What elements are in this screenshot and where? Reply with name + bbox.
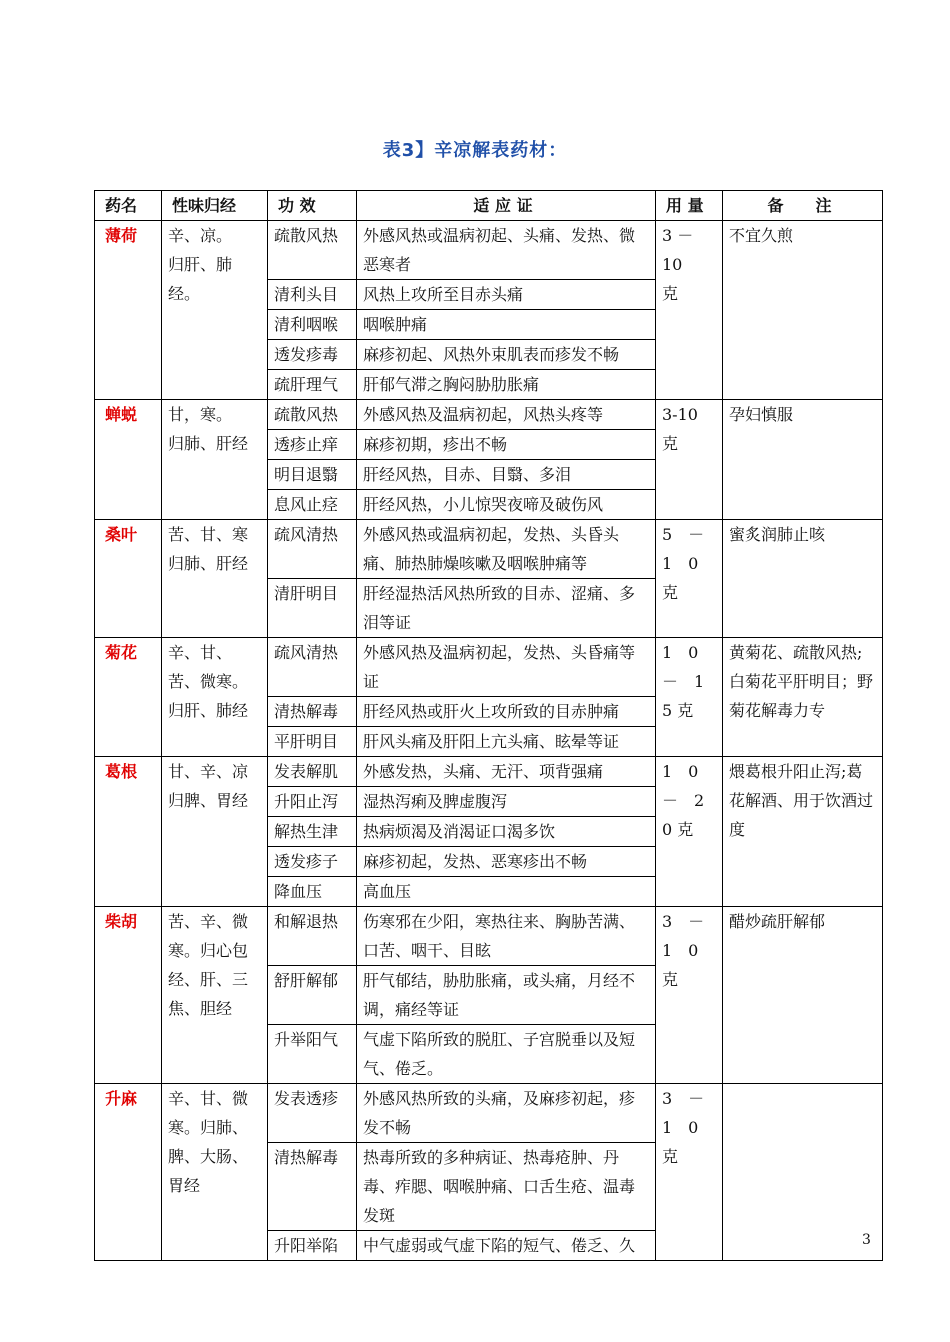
table-row: [95, 907, 883, 966]
herb-indication: 外感风热或温病初起，发热、头昏头痛、肺热肺燥咳嗽及咽喉肿痛等: [357, 520, 656, 579]
herb-name: 菊花: [95, 638, 162, 757]
herb-nature: 苦、甘、寒 归肺、肝经: [162, 520, 268, 638]
herb-note: 孕妇慎服: [723, 400, 883, 520]
herb-effect: 升阳举陷: [268, 1231, 357, 1261]
herb-effect: 升阳止泻: [268, 787, 357, 817]
herb-name: 薄荷: [95, 221, 162, 400]
herb-nature: 辛、凉。 归肝、肺经。: [162, 221, 268, 400]
herb-effect: 和解退热: [268, 907, 357, 966]
herb-dose: 5 － 1 0 克: [656, 520, 723, 638]
herb-indication: 高血压: [357, 877, 656, 907]
herb-effect: 发表透疹: [268, 1084, 357, 1143]
header-name: 药名: [95, 191, 162, 221]
herb-indication: 风热上攻所至目赤头痛: [357, 280, 656, 310]
herb-indication: 咽喉肿痛: [357, 310, 656, 340]
herb-indication: 外感风热及温病初起，发热、头昏痛等证: [357, 638, 656, 697]
herb-name: 柴胡: [95, 907, 162, 1084]
herb-note: 黄菊花、疏散风热;白菊花平肝明目；野菊花解毒力专: [723, 638, 883, 757]
herb-effect: 降血压: [268, 877, 357, 907]
herb-effect: 明目退翳: [268, 460, 357, 490]
herb-nature: 甘，寒。 归肺、肝经: [162, 400, 268, 520]
herb-effect: 清利咽喉: [268, 310, 357, 340]
herb-effect: 清肝明目: [268, 579, 357, 638]
herb-indication: 肝经风热或肝火上攻所致的目赤肿痛: [357, 697, 656, 727]
herb-note: 煨葛根升阳止泻;葛花解酒、用于饮酒过度: [723, 757, 883, 907]
herb-dose: 3-10 克: [656, 400, 723, 520]
herb-indication: 外感发热，头痛、无汗、项背强痛: [357, 757, 656, 787]
herb-note: 醋炒疏肝解郁: [723, 907, 883, 1084]
header-note: 备 注: [723, 191, 883, 221]
table-title: 表3】辛凉解表药材：: [382, 140, 568, 161]
table-row: [95, 757, 883, 787]
herb-indication: 热毒所致的多种病证、热毒疮肿、丹毒、痄腮、咽喉肿痛、口舌生疮、温毒发斑: [357, 1143, 656, 1231]
table-row: [95, 400, 883, 430]
herb-indication: 外感风热所致的头痛，及麻疹初起，疹发不畅: [357, 1084, 656, 1143]
herb-indication: 外感风热或温病初起、头痛、发热、微恶寒者: [357, 221, 656, 280]
herb-note: 蜜炙润肺止咳: [723, 520, 883, 638]
herb-indication: 肝风头痛及肝阳上亢头痛、眩晕等证: [357, 727, 656, 757]
herb-indication: 肝气郁结，胁肋胀痛，或头痛，月经不调，痛经等证: [357, 966, 656, 1025]
herb-indication: 伤寒邪在少阳，寒热往来、胸胁苦满、口苦、咽干、目眩: [357, 907, 656, 966]
herb-dose: 3 － 1 0 克: [656, 1084, 723, 1261]
herb-effect: 疏肝理气: [268, 370, 357, 400]
herb-nature: 辛、甘、苦、微寒。归肝、肺经: [162, 638, 268, 757]
herb-indication: 气虚下陷所致的脱肛、子宫脱垂以及短气、倦乏。: [357, 1025, 656, 1084]
herb-name: 葛根: [95, 757, 162, 907]
herb-effect: 透发疹毒: [268, 340, 357, 370]
herb-dose: 3 － 1 0 克: [656, 907, 723, 1084]
herb-effect: 舒肝解郁: [268, 966, 357, 1025]
table-row: [95, 221, 883, 280]
herb-indication: 中气虚弱或气虚下陷的短气、倦乏、久: [357, 1231, 656, 1261]
herb-note: 不宜久煎: [723, 221, 883, 400]
herb-indication: 肝经风热，目赤、目翳、多泪: [357, 460, 656, 490]
herb-effect: 疏散风热: [268, 221, 357, 280]
table-row: [95, 638, 883, 697]
herb-indication: 外感风热及温病初起，风热头疼等: [357, 400, 656, 430]
herb-effect: 疏风清热: [268, 638, 357, 697]
header-indication: 适 应 证: [357, 191, 656, 221]
herb-effect: 解热生津: [268, 817, 357, 847]
herb-nature: 甘、辛、凉 归脾、胃经: [162, 757, 268, 907]
herb-effect: 疏散风热: [268, 400, 357, 430]
herb-effect: 清热解毒: [268, 697, 357, 727]
page-number: 3: [862, 1232, 871, 1248]
herb-name: 升麻: [95, 1084, 162, 1261]
herb-name: 蝉蜕: [95, 400, 162, 520]
herb-effect: 清热解毒: [268, 1143, 357, 1231]
herb-indication: 肝经湿热活风热所致的目赤、涩痛、多泪等证: [357, 579, 656, 638]
herb-dose: 3 － 10 克: [656, 221, 723, 400]
header-nature: 性味归经: [162, 191, 268, 221]
herb-effect: 透发疹子: [268, 847, 357, 877]
herb-effect: 升举阳气: [268, 1025, 357, 1084]
herb-dose: 1 0 － 1 5 克: [656, 638, 723, 757]
herb-note: [723, 1084, 883, 1261]
herb-name: 桑叶: [95, 520, 162, 638]
herb-effect: 清利头目: [268, 280, 357, 310]
header-dose: 用 量: [656, 191, 723, 221]
herb-indication: 麻疹初起，发热、恶寒疹出不畅: [357, 847, 656, 877]
herb-indication: 麻疹初期，疹出不畅: [357, 430, 656, 460]
herb-indication: 肝郁气滞之胸闷胁肋胀痛: [357, 370, 656, 400]
herb-indication: 热病烦渴及消渴证口渴多饮: [357, 817, 656, 847]
herb-nature: 辛、甘、微寒。归肺、脾、大肠、胃经: [162, 1084, 268, 1261]
table-row: [95, 1084, 883, 1143]
herb-effect: 平肝明目: [268, 727, 357, 757]
herb-dose: 1 0 － 2 0 克: [656, 757, 723, 907]
header-row: [95, 191, 883, 221]
herb-effect: 息风止痉: [268, 490, 357, 520]
herb-effect: 发表解肌: [268, 757, 357, 787]
header-effect: 功 效: [268, 191, 357, 221]
herb-indication: 湿热泻痢及脾虚腹泻: [357, 787, 656, 817]
herb-table: [94, 190, 883, 1261]
herb-nature: 苦、辛、微寒。归心包经、肝、三焦、胆经: [162, 907, 268, 1084]
herb-effect: 透疹止痒: [268, 430, 357, 460]
herb-indication: 肝经风热，小儿惊哭夜啼及破伤风: [357, 490, 656, 520]
table-row: [95, 520, 883, 579]
herb-effect: 疏风清热: [268, 520, 357, 579]
herb-indication: 麻疹初起、风热外束肌表而疹发不畅: [357, 340, 656, 370]
